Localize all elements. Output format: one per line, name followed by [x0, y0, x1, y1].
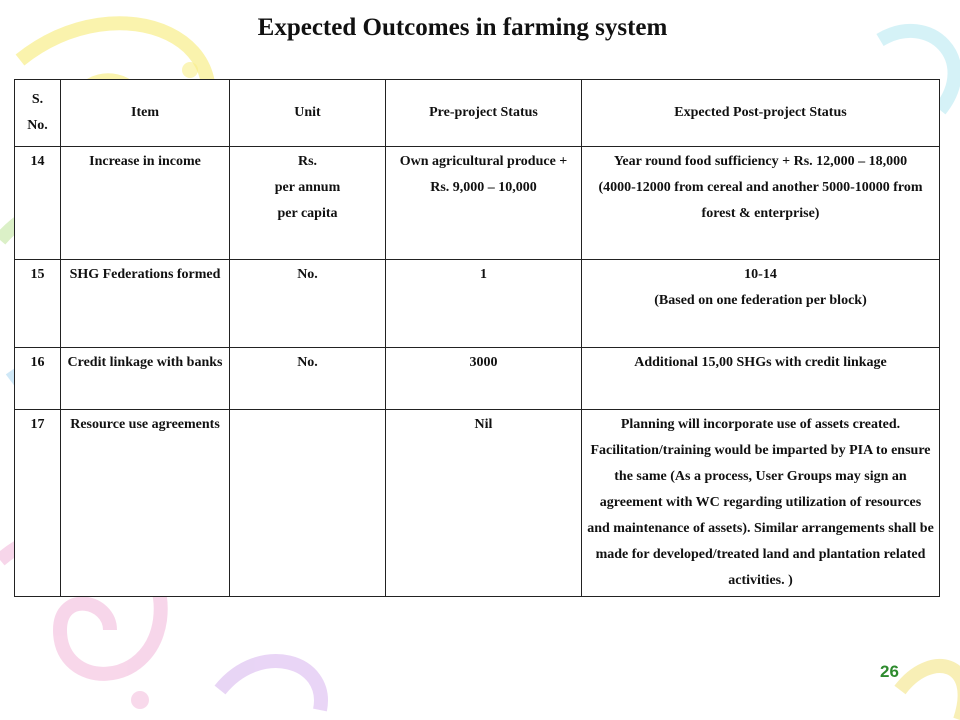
- cell-sno: 14: [15, 147, 61, 260]
- cell-post: Year round food sufficiency + Rs. 12,000 – 18,000 (4000-12000 from cereal and another 5000-10000 from forest & enterprise): [582, 147, 940, 260]
- cell-unit: [230, 410, 386, 597]
- cell-post: 10-14 (Based on one federation per block): [582, 260, 940, 348]
- header-item: Item: [61, 80, 230, 147]
- cell-post: Additional 15,00 SHGs with credit linkage: [582, 348, 940, 410]
- dot-pink: [131, 691, 149, 709]
- swirl-purple: [220, 661, 321, 710]
- header-sno: S. No.: [15, 80, 61, 147]
- cell-unit: Rs. per annum per capita: [230, 147, 386, 260]
- page-number: 26: [880, 662, 899, 681]
- cell-post: Planning will incorporate use of assets created. Facilitation/training would be imparted by PIA to ensure the same (As a process, User Groups may sign an agreement with WC regarding utilization of resources and maintenance of assets). Similar arrangements shall be made for developed/treated land and plantation related activities. ): [582, 410, 940, 597]
- cell-item: SHG Federations formed: [61, 260, 230, 348]
- header-unit: Unit: [230, 80, 386, 147]
- table-header-row: [15, 80, 940, 147]
- cell-pre: Own agricultural produce + Rs. 9,000 – 10,000: [386, 147, 582, 260]
- cell-pre: Nil: [386, 410, 582, 597]
- page-title: Expected Outcomes in farming system: [257, 14, 668, 41]
- header-post-project-status: Expected Post-project Status: [582, 80, 940, 147]
- outcomes-table: [14, 79, 940, 597]
- cell-pre: 3000: [386, 348, 582, 410]
- dot-yellow: [182, 62, 198, 78]
- table-row: [15, 410, 940, 597]
- cell-pre: 1: [386, 260, 582, 348]
- cell-item: Credit linkage with banks: [61, 348, 230, 410]
- cell-unit: No.: [230, 348, 386, 410]
- header-pre-project-status: Pre-project Status: [386, 80, 582, 147]
- cell-unit: No.: [230, 260, 386, 348]
- table-row: [15, 348, 940, 410]
- cell-sno: 17: [15, 410, 61, 597]
- cell-sno: 16: [15, 348, 61, 410]
- table-row: [15, 260, 940, 348]
- cell-item: Resource use agreements: [61, 410, 230, 597]
- table-row: [15, 147, 940, 260]
- cell-item: Increase in income: [61, 147, 230, 260]
- cell-sno: 15: [15, 260, 61, 348]
